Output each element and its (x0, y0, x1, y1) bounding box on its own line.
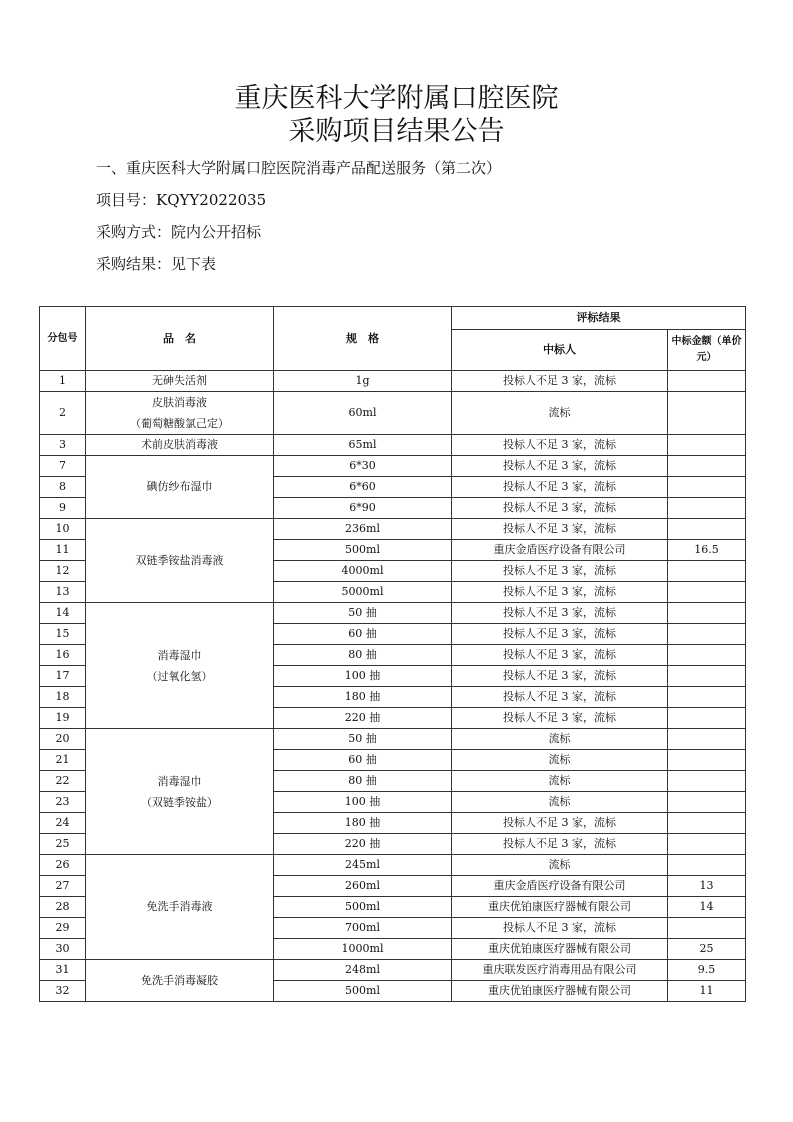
cell-winner: 投标人不足 3 家，流标 (452, 603, 668, 624)
cell-package-number: 17 (40, 666, 86, 687)
cell-spec: 50 抽 (274, 729, 452, 750)
cell-amount (668, 477, 746, 498)
table-row (40, 392, 746, 435)
header-package: 分包号 (40, 307, 86, 371)
cell-spec: 80 抽 (274, 771, 452, 792)
cell-amount (668, 582, 746, 603)
header-product: 品 名 (86, 307, 274, 371)
cell-spec: 236ml (274, 519, 452, 540)
table-row (40, 729, 746, 750)
cell-package-number: 9 (40, 498, 86, 519)
cell-spec: 248ml (274, 960, 452, 981)
cell-package-number: 1 (40, 371, 86, 392)
cell-amount (668, 666, 746, 687)
cell-winner: 重庆优铂康医疗器械有限公司 (452, 981, 668, 1002)
cell-winner: 投标人不足 3 家，流标 (452, 645, 668, 666)
cell-package-number: 21 (40, 750, 86, 771)
cell-amount (668, 498, 746, 519)
cell-product-name: 无砷失活剂 (86, 371, 274, 392)
header-spec: 规 格 (274, 307, 452, 371)
cell-package-number: 7 (40, 456, 86, 477)
cell-amount (668, 624, 746, 645)
cell-spec: 1g (274, 371, 452, 392)
cell-package-number: 27 (40, 876, 86, 897)
cell-amount (668, 792, 746, 813)
cell-spec: 100 抽 (274, 792, 452, 813)
cell-amount (668, 834, 746, 855)
cell-winner: 流标 (452, 750, 668, 771)
cell-package-number: 24 (40, 813, 86, 834)
cell-package-number: 32 (40, 981, 86, 1002)
cell-winner: 重庆金盾医疗设备有限公司 (452, 876, 668, 897)
cell-product-name: 双链季铵盐消毒液 (86, 519, 274, 603)
table-row (40, 603, 746, 624)
cell-amount (668, 750, 746, 771)
cell-amount (668, 687, 746, 708)
cell-spec: 5000ml (274, 582, 452, 603)
cell-package-number: 16 (40, 645, 86, 666)
cell-winner: 投标人不足 3 家，流标 (452, 582, 668, 603)
procurement-result: 采购结果：见下表 (96, 255, 217, 273)
cell-spec: 500ml (274, 540, 452, 561)
cell-winner: 投标人不足 3 家，流标 (452, 813, 668, 834)
cell-spec: 50 抽 (274, 603, 452, 624)
cell-package-number: 30 (40, 939, 86, 960)
cell-package-number: 29 (40, 918, 86, 939)
cell-spec: 6*30 (274, 456, 452, 477)
cell-winner: 投标人不足 3 家，流标 (452, 624, 668, 645)
cell-spec: 6*60 (274, 477, 452, 498)
project-number: 项目号：KQYY2022035 (96, 191, 267, 209)
cell-amount: 13 (668, 876, 746, 897)
cell-spec: 500ml (274, 897, 452, 918)
document-title-line1: 重庆医科大学附属口腔医院 (234, 83, 559, 114)
cell-package-number: 22 (40, 771, 86, 792)
table-row (40, 435, 746, 456)
cell-amount (668, 708, 746, 729)
cell-product-name: 消毒湿巾 （过氧化氢） (86, 603, 274, 729)
cell-spec: 6*90 (274, 498, 452, 519)
cell-spec: 245ml (274, 855, 452, 876)
cell-winner: 投标人不足 3 家，流标 (452, 834, 668, 855)
cell-package-number: 23 (40, 792, 86, 813)
cell-package-number: 15 (40, 624, 86, 645)
cell-spec: 260ml (274, 876, 452, 897)
cell-winner: 投标人不足 3 家，流标 (452, 561, 668, 582)
header-evaluation: 评标结果 (452, 307, 746, 330)
cell-winner: 流标 (452, 855, 668, 876)
cell-package-number: 31 (40, 960, 86, 981)
cell-winner: 投标人不足 3 家，流标 (452, 519, 668, 540)
cell-winner: 重庆优铂康医疗器械有限公司 (452, 897, 668, 918)
cell-product-name: 免洗手消毒液 (86, 855, 274, 960)
cell-winner: 投标人不足 3 家，流标 (452, 687, 668, 708)
cell-amount (668, 371, 746, 392)
cell-package-number: 20 (40, 729, 86, 750)
cell-spec: 60ml (274, 392, 452, 435)
cell-spec: 60 抽 (274, 624, 452, 645)
cell-winner: 重庆优铂康医疗器械有限公司 (452, 939, 668, 960)
cell-amount: 25 (668, 939, 746, 960)
cell-winner: 投标人不足 3 家，流标 (452, 456, 668, 477)
cell-package-number: 3 (40, 435, 86, 456)
cell-amount (668, 435, 746, 456)
cell-winner: 流标 (452, 392, 668, 435)
cell-spec: 180 抽 (274, 813, 452, 834)
cell-winner: 重庆联发医疗消毒用品有限公司 (452, 960, 668, 981)
cell-spec: 100 抽 (274, 666, 452, 687)
cell-spec: 220 抽 (274, 708, 452, 729)
cell-winner: 投标人不足 3 家，流标 (452, 666, 668, 687)
cell-amount (668, 456, 746, 477)
results-table-body (40, 371, 746, 1002)
cell-winner: 投标人不足 3 家，流标 (452, 708, 668, 729)
cell-product-name: 免洗手消毒凝胶 (86, 960, 274, 1002)
cell-amount (668, 392, 746, 435)
cell-package-number: 13 (40, 582, 86, 603)
cell-amount (668, 729, 746, 750)
cell-spec: 4000ml (274, 561, 452, 582)
cell-winner: 投标人不足 3 家，流标 (452, 371, 668, 392)
cell-amount (668, 855, 746, 876)
cell-package-number: 11 (40, 540, 86, 561)
table-row (40, 371, 746, 392)
table-row (40, 855, 746, 876)
cell-amount: 16.5 (668, 540, 746, 561)
cell-winner: 投标人不足 3 家，流标 (452, 435, 668, 456)
cell-spec: 60 抽 (274, 750, 452, 771)
cell-package-number: 19 (40, 708, 86, 729)
cell-package-number: 12 (40, 561, 86, 582)
cell-product-name: 皮肤消毒液 （葡萄糖酸氯己定） (86, 392, 274, 435)
cell-product-name: 消毒湿巾 （双链季铵盐） (86, 729, 274, 855)
cell-package-number: 26 (40, 855, 86, 876)
cell-package-number: 2 (40, 392, 86, 435)
cell-product-name: 碘仿纱布湿巾 (86, 456, 274, 519)
table-row (40, 960, 746, 981)
cell-winner: 投标人不足 3 家，流标 (452, 918, 668, 939)
cell-spec: 80 抽 (274, 645, 452, 666)
cell-amount: 9.5 (668, 960, 746, 981)
cell-spec: 500ml (274, 981, 452, 1002)
cell-winner: 流标 (452, 729, 668, 750)
cell-amount (668, 561, 746, 582)
cell-spec: 65ml (274, 435, 452, 456)
header-amount: 中标金额（单价 元） (668, 330, 746, 371)
cell-package-number: 10 (40, 519, 86, 540)
cell-amount: 11 (668, 981, 746, 1002)
cell-amount: 14 (668, 897, 746, 918)
cell-winner: 流标 (452, 792, 668, 813)
header-winner: 中标人 (452, 330, 668, 371)
document-title-line2: 采购项目结果公告 (288, 116, 505, 147)
cell-package-number: 8 (40, 477, 86, 498)
cell-amount (668, 918, 746, 939)
cell-amount (668, 603, 746, 624)
cell-package-number: 28 (40, 897, 86, 918)
cell-amount (668, 645, 746, 666)
section-heading: 一、重庆医科大学附属口腔医院消毒产品配送服务（第二次） (96, 159, 502, 177)
table-row (40, 519, 746, 540)
cell-spec: 220 抽 (274, 834, 452, 855)
cell-spec: 1000ml (274, 939, 452, 960)
cell-winner: 重庆金盾医疗设备有限公司 (452, 540, 668, 561)
cell-spec: 700ml (274, 918, 452, 939)
cell-package-number: 18 (40, 687, 86, 708)
cell-amount (668, 771, 746, 792)
cell-winner: 投标人不足 3 家，流标 (452, 498, 668, 519)
cell-amount (668, 813, 746, 834)
cell-winner: 投标人不足 3 家，流标 (452, 477, 668, 498)
table-row (40, 456, 746, 477)
cell-package-number: 25 (40, 834, 86, 855)
cell-winner: 流标 (452, 771, 668, 792)
cell-amount (668, 519, 746, 540)
cell-spec: 180 抽 (274, 687, 452, 708)
cell-package-number: 14 (40, 603, 86, 624)
cell-product-name: 术前皮肤消毒液 (86, 435, 274, 456)
procurement-method: 采购方式：院内公开招标 (96, 223, 262, 241)
results-table (39, 306, 746, 1002)
